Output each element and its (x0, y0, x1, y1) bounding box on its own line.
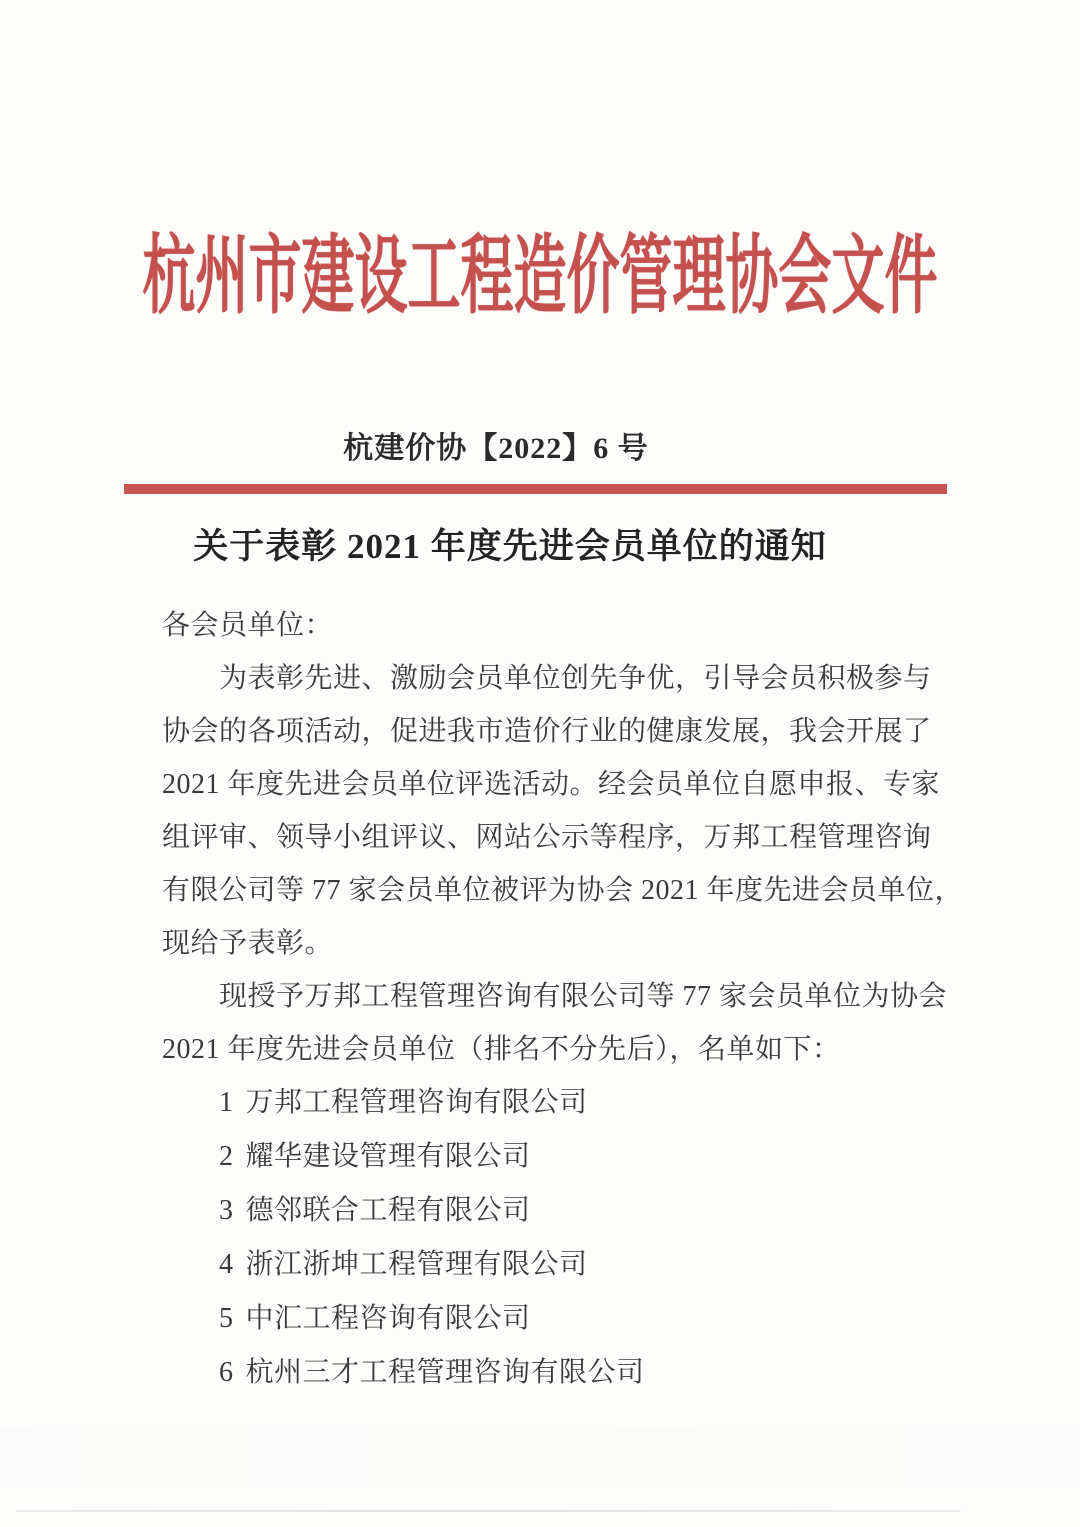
member-item-number: 4 (219, 1249, 234, 1280)
member-item-name: 中汇工程咨询有限公司 (245, 1303, 531, 1334)
scan-edge-line (16, 1510, 961, 1512)
salutation: 各会员单位： (162, 610, 334, 641)
member-item-number: 1 (219, 1087, 234, 1118)
member-item-name: 杭州三才工程管理咨询有限公司 (245, 1357, 645, 1388)
member-item-name: 耀华建设管理有限公司 (245, 1141, 531, 1172)
paragraph1-line: 有限公司等 77 家会员单位被评为协会 2021 年度先进会员单位， (162, 875, 964, 906)
document-number: 杭建价协【2022】6 号 (343, 432, 649, 465)
letterhead (0, 226, 1080, 330)
member-list-item (162, 1292, 928, 1346)
paragraph2-line: 现授予万邦工程管理咨询有限公司等 77 家会员单位为协会 (219, 981, 948, 1012)
notice-title: 关于表彰 2021 年度先进会员单位的通知 (193, 527, 827, 566)
member-list-item (162, 1076, 928, 1130)
notice-title-row (0, 519, 1080, 569)
member-list-item (162, 1130, 928, 1184)
member-item-number: 2 (219, 1141, 234, 1172)
paragraph1-line: 2021 年度先进会员单位评选活动。经会员单位自愿申报、专家 (162, 769, 941, 800)
member-list-item (162, 1238, 928, 1292)
paragraph2-line: 2021 年度先进会员单位（排名不分先后），名单如下： (162, 1034, 841, 1065)
member-item-number: 5 (219, 1303, 234, 1334)
paragraph1-line: 协会的各项活动，促进我市造价行业的健康发展，我会开展了 (162, 716, 932, 747)
scan-texture-band (0, 1428, 1080, 1488)
paragraph1-line: 为表彰先进、激励会员单位创先争优，引导会员积极参与 (219, 663, 932, 694)
letterhead-title: 杭州市建设工程造价管理协会文件 (142, 230, 938, 325)
member-item-name: 德邻联合工程有限公司 (245, 1195, 531, 1226)
member-item-number: 6 (219, 1357, 234, 1388)
paragraph1-line: 组评审、领导小组评议、网站公示等程序，万邦工程管理咨询 (162, 822, 932, 853)
member-item-name: 万邦工程管理咨询有限公司 (245, 1087, 588, 1118)
notice-body (162, 599, 964, 1400)
member-list-item (162, 1346, 928, 1400)
member-item-number: 3 (219, 1195, 234, 1226)
red-separator-rule (124, 484, 947, 494)
document-number-row (0, 423, 1080, 467)
paragraph1-line: 现给予表彰。 (162, 928, 334, 959)
member-list-item (162, 1184, 928, 1238)
member-item-name: 浙江浙坤工程管理有限公司 (245, 1249, 588, 1280)
